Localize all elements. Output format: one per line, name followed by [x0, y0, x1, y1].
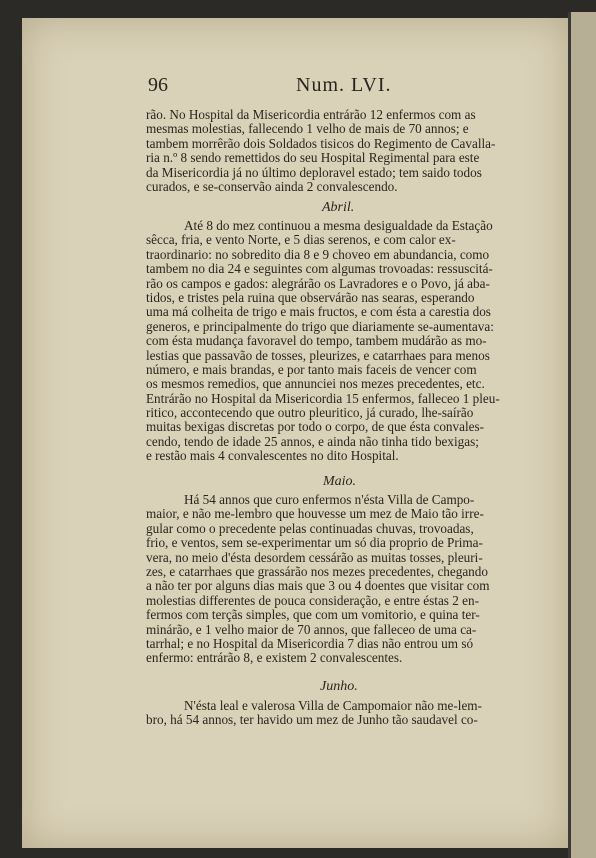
gutter-shadow — [568, 12, 571, 858]
running-head: Num. LVI. — [296, 74, 392, 96]
text-line: Até 8 do mez continuou a mesma desigualdade da Estação — [184, 219, 493, 233]
text-line: Há 54 annos que curo enfermos n'ésta Villa de Campo- — [184, 493, 475, 507]
text-line: maior, e não me-lembro que houvesse um mez de Maio tão irre- — [146, 507, 484, 522]
text-line: frio, e ventos, sem se-experimentar um só dia proprio de Prima- — [146, 536, 483, 551]
text-line: rão os campos e gados: alegrárão os Lavradores e o Povo, já aba- — [146, 276, 490, 291]
text-line: muitas bexigas discretas por todo o corpo, de que ésta convales- — [146, 420, 485, 435]
text-line: minárão, e 1 velho maior de 70 annos, que falleceo de uma ca- — [146, 622, 477, 637]
text-line: ria n.º 8 sendo remettidos do seu Hospital Regimental para este — [146, 151, 480, 166]
text-line: bro, há 54 annos, ter havido um mez de Junho tão saudavel co- — [146, 713, 478, 728]
text-line: número, e mais brandas, e por tanto mais faceis de vencer com — [146, 362, 477, 377]
paragraph-continuation — [146, 108, 530, 194]
text-line: ritico, accontecendo que outro pleuritico, já curado, lhe-saírão — [146, 406, 474, 421]
text-line: Entrárão no Hospital da Misericordia 15 enfermos, falleceo 1 pleu- — [146, 391, 500, 406]
text-line: tambem no dia 24 e seguintes com algumas trovoadas: ressuscitá- — [146, 262, 493, 277]
text-line: gular como o precedente pelas continuadas chuvas, trovoadas, — [146, 521, 474, 536]
text-line: e restão mais 4 convalescentes no dito Hospital. — [146, 449, 399, 464]
text-line: fermos com terçãs simples, que com um vomitorio, e quina ter- — [146, 608, 480, 623]
text-line: tarrhal; e no Hospital da Misericordia 7 dias não entrou um só — [146, 636, 474, 651]
text-line: da Misericordia já no último deploravel estado; tem saido todos — [146, 165, 482, 180]
text-line: N'ésta leal e valerosa Villa de Campomaior não me-lem- — [184, 699, 482, 713]
heading-junho: Junho. — [320, 679, 358, 694]
text-line: enfermo: entrárão 8, e existem 2 convalescentes. — [146, 651, 403, 666]
text-line: uma má colheita de trigo e mais fructos, e com ésta a carestia dos — [146, 305, 491, 320]
text-line: os mesmos remedios, que annunciei nos mezes precedentes, etc. — [146, 377, 485, 392]
text-line: tambem morrêrão dois Soldados tisicos do Regimento de Cavalla- — [146, 136, 496, 151]
text-line: com ésta mudança favoravel do tempo, tambem mudárão as mo- — [146, 334, 487, 349]
text-line: mesmas molestias, fallecendo 1 velho de mais de 70 annos; e — [146, 122, 469, 137]
text-line: cendo, tendo de idade 25 annos, e ainda não tinha tido bexigas; — [146, 434, 479, 449]
text-line: traordinario: no sobredito dia 8 e 9 choveo em abundancia, como — [146, 247, 490, 262]
heading-abril: Abril. — [322, 200, 355, 215]
heading-maio: Maio. — [323, 474, 357, 489]
paragraph-junho — [146, 699, 530, 728]
adjacent-page-edge — [568, 12, 596, 858]
text-line: lestias que passavão de tosses, pleurizes, e catarrhaes para menos — [146, 348, 490, 363]
text-line: sêcca, fria, e vento Norte, e 5 dias serenos, e com calor ex- — [146, 233, 456, 248]
text-line: tidos, e tristes pela ruina que observárão nas searas, esperando — [146, 290, 475, 305]
text-line: a não ter por alguns dias mais que 3 ou 4 doentes que visitar com — [146, 579, 490, 594]
text-line: rão. No Hospital da Misericordia entrárão 12 enfermos com as — [146, 108, 476, 122]
text-line: molestias differentes de pouca consideração, e entre éstas 2 en- — [146, 593, 479, 608]
text-line: curados, e se-conservão ainda 2 convalescendo. — [146, 179, 398, 194]
paragraph-abril — [146, 219, 530, 464]
text-line: zes, e catarrhaes que grassárão nos mezes precedentes, chegando — [146, 564, 488, 579]
text-line: vera, no meio d'ésta desordem cessárão as muitas tosses, pleuri- — [146, 550, 483, 565]
page-number: 96 — [148, 74, 168, 96]
text-line: generos, e principalmente do trigo que diariamente se-aumentava: — [146, 319, 494, 334]
paragraph-maio — [146, 493, 530, 666]
